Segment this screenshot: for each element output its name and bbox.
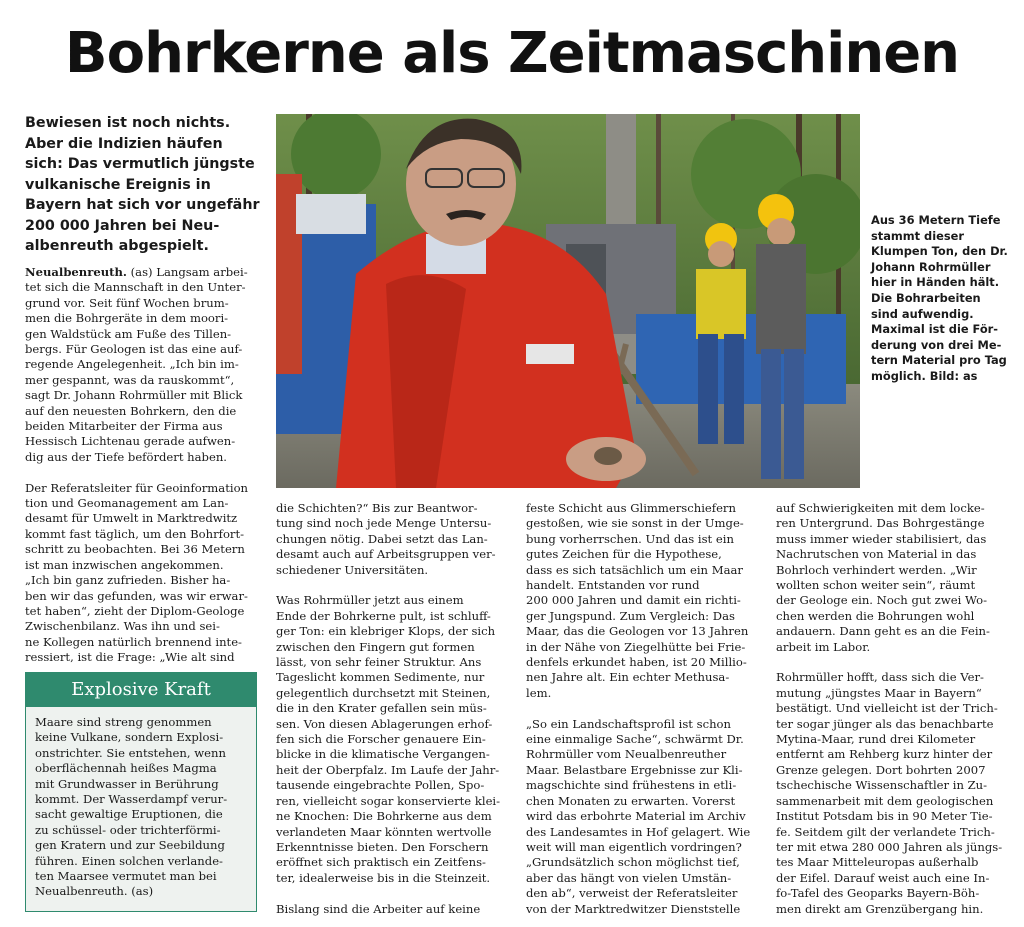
article-line: sagt Dr. Johann Rohrmüller mit Blick (25, 388, 243, 403)
article-line: dass es sich tatsächlich um ein Maar (526, 562, 743, 577)
info-box-body (26, 707, 256, 900)
article-line: tet sich die Mannschaft in den Unter- (25, 280, 246, 295)
info-box-line: führen. Einen solchen verlande- (35, 853, 223, 868)
article-line: chen Monaten zu erwarten. Vorerst (526, 793, 736, 808)
article-line: eine einmalige Sache“, schwärmt Dr. (526, 732, 744, 747)
article-line: ist man inzwischen angekommen. (25, 557, 224, 572)
article-line: Tageslicht kommen Sedimente, nur (276, 670, 485, 685)
article-line: ne Knochen: Die Bohrkerne aus dem (276, 809, 492, 824)
info-box-line: keine Vulkane, sondern Explosi- (35, 730, 224, 745)
article-line: von der Marktredwitzer Dienststelle (526, 901, 741, 916)
article-line: ter sogar jünger als das benachbarte (776, 716, 994, 731)
caption-line: Maximal ist die För- (871, 322, 999, 337)
article-line: sen. Von diesen Ablagerungen erhof- (276, 716, 493, 731)
lead-line: Aber die Indizien häufen (25, 135, 223, 152)
article-line: chungen nötig. Dabei setzt das Lan- (276, 531, 488, 546)
article-column-4 (776, 501, 1016, 917)
article-line: „Grundsätzlich schon möglichst tief, (526, 855, 740, 870)
info-box-title: Explosive Kraft (26, 673, 256, 707)
article-line: kommt fast täglich, um den Bohrfort- (25, 526, 245, 541)
article-line: ren Untergrund. Das Bohrgestänge (776, 516, 985, 531)
article-line: schritt zu beobachten. Bei 36 Metern (25, 542, 245, 557)
article-line: ger Jungspund. Zum Vergleich: Das (526, 608, 735, 623)
info-box-line: sacht gewaltige Eruptionen, die (35, 807, 223, 822)
article-line: Maar, das die Geologen vor 13 Jahren (526, 624, 749, 639)
paragraph-gap (526, 701, 762, 716)
article-line: Nachrutschen von Material in das (776, 547, 977, 562)
article-line: schiedener Universitäten. (276, 562, 429, 577)
caption-line: Johann Rohrmüller (871, 259, 991, 274)
article-line: tes Maar Mitteleuropas außerhalb (776, 855, 979, 870)
info-box-line: ten Maarsee vermutet man bei (35, 869, 217, 884)
article-line: nen Jahre alt. Ein echter Methusa- (526, 670, 730, 685)
info-box-line: Maare sind streng genommen (35, 715, 212, 729)
article-line: gutes Zeichen für die Hypothese, (526, 547, 722, 562)
caption-line: tern Material pro Tag (871, 353, 1007, 368)
article-line: ter, idealerweise bis in die Steinzeit. (276, 870, 491, 885)
photo-scientist-drilling-rig-icon (276, 114, 860, 488)
article-line: auf den neuesten Bohrkern, den die (25, 403, 237, 418)
article-line: mutung „jüngstes Maar in Bayern“ (776, 685, 982, 700)
article-line: men direkt am Grenzübergang hin. (776, 901, 984, 916)
article-line: desamt auch auf Arbeitsgruppen ver- (276, 547, 496, 562)
info-box-line: oberflächennah heißes Magma (35, 761, 217, 776)
lead-line: albenreuth abgespielt. (25, 238, 209, 254)
info-box-line: kommt. Der Wasserdampf verur- (35, 792, 228, 807)
lead-line: Bewiesen ist noch nichts. (25, 115, 231, 131)
article-line: gelegentlich durchsetzt mit Steinen, (276, 685, 491, 700)
article-line: arbeit im Labor. (776, 639, 871, 654)
article-line: Rohrmüller hofft, dass sich die Ver- (776, 670, 984, 685)
article-line: den ab“, verweist der Referatsleiter (526, 886, 738, 901)
article-line: die Schichten?“ Bis zur Beantwor- (276, 501, 478, 515)
article-line: weit will man eigentlich vordringen? (526, 839, 742, 854)
article-line: wollten schon weiter sein“, räumt (776, 578, 976, 593)
article-line: regende Angelegenheit. „Ich bin im- (25, 357, 239, 372)
article-line: beiden Mitarbeiter der Firma aus (25, 419, 223, 434)
article-line: bestätigt. Und vielleicht ist der Trich- (776, 701, 998, 716)
article-line: tion und Geomanagement am Lan- (25, 496, 229, 511)
article-headline: Bohrkerne als Zeitmaschinen (64, 21, 960, 86)
article-line: Was Rohrmüller jetzt aus einem (276, 593, 464, 608)
article-line: eröffnet sich praktisch ein Zeitfens- (276, 855, 486, 870)
caption-line: sind aufwendig. (871, 306, 974, 321)
info-box-line: mit Grundwasser in Berührung (35, 776, 219, 791)
caption-line: derung von drei Me- (871, 337, 1002, 352)
article-line: tung sind noch jede Menge Untersu- (276, 516, 492, 531)
article-line: Zwischenbilanz. Was ihn und sei- (25, 619, 220, 634)
article-line: entfernt am Rehberg kurz hinter der (776, 747, 993, 762)
article-line: dig aus der Tiefe befördert haben. (25, 449, 227, 464)
article-line: men die Bohrgeräte in dem moori- (25, 311, 229, 326)
lead-line: sich: Das vermutlich jüngste (25, 156, 255, 172)
paragraph-gap (276, 886, 508, 901)
article-line: ben wir das gefunden, was wir erwar- (25, 588, 248, 603)
lead-line: Bayern hat sich vor ungefähr (25, 197, 260, 213)
article-line: ne Kollegen natürlich brennend inte- (25, 634, 242, 649)
article-line: „So ein Landschaftsprofil ist schon (526, 716, 731, 731)
article-line: 200 000 Jahren und damit ein richti- (526, 593, 741, 608)
article-line: Ende der Bohrkerne pult, ist schluff- (276, 608, 491, 623)
article-line: fo-Tafel des Geoparks Bayern-Böh- (776, 886, 980, 901)
article-line: Institut Potsdam bis in 90 Meter Tie- (776, 809, 993, 824)
article-line: fen sich die Forscher genauere Ein- (276, 732, 486, 747)
article-line: Rohrmüller vom Neualbenreuther (526, 747, 727, 762)
caption-line: stammt dieser (871, 228, 964, 243)
info-box-line: gen Kratern und zur Seebildung (35, 838, 225, 853)
caption-line: hier in Händen hält. (871, 275, 1000, 290)
paragraph-gap (776, 655, 1016, 670)
info-box-line: Neualbenreuth. (as) (35, 884, 154, 899)
dateline: Neualbenreuth. (25, 265, 127, 279)
article-line: verlandeten Maar könnten wertvolle (276, 824, 492, 839)
article-line: Maar. Belastbare Ergebnisse zur Kli- (526, 762, 743, 777)
article-line: wird das erbohrte Material im Archiv (526, 809, 746, 824)
article-line: lem. (526, 685, 552, 700)
article-line: mer gespannt, was da rauskommt“, (25, 372, 235, 387)
article-line: bergs. Für Geologen ist das eine auf- (25, 342, 243, 357)
article-line: Der Referatsleiter für Geoinformation (25, 480, 249, 495)
caption-line: Klumpen Ton, den Dr. (871, 244, 1008, 259)
article-line: Erkenntnisse bieten. Den Forschern (276, 839, 489, 854)
article-line: aber das hängt von vielen Umstän- (526, 870, 732, 885)
info-box-line: onstrichter. Sie entstehen, wenn (35, 745, 226, 760)
article-line: gestoßen, wie sie sonst in der Umge- (526, 516, 744, 531)
article-line: muss immer wieder stabilisiert, das (776, 531, 987, 546)
caption-line: Aus 36 Metern Tiefe (871, 213, 1001, 227)
article-line: Mytina-Maar, rund drei Kilometer (776, 732, 976, 747)
article-line: sammenarbeit mit dem geologischen (776, 793, 994, 808)
article-line: tet haben“, zieht der Diplom-Geologe (25, 603, 245, 618)
paragraph-gap (276, 578, 508, 593)
article-line: ter mit etwa 280 000 Jahren als jüngs- (776, 839, 1003, 854)
article-line: bung vorherrschen. Und das ist ein (526, 531, 734, 546)
article-line: blicke in die klimatische Vergangen- (276, 747, 490, 762)
article-line: denfels erkundet haben, ist 20 Millio- (526, 655, 747, 670)
article-line: die in den Krater gefallen sein müs- (276, 701, 487, 716)
article-line: tausende eingebrachte Pollen, Spo- (276, 778, 485, 793)
article-line: feste Schicht aus Glimmerschiefern (526, 501, 736, 515)
article-line: auf Schwierigkeiten mit dem locke- (776, 501, 985, 515)
article-line: grund vor. Seit fünf Wochen brum- (25, 295, 229, 310)
article-line: heit der Oberpfalz. Im Laufe der Jahr- (276, 762, 500, 777)
article-line: gen Waldstück am Fuße des Tillen- (25, 326, 232, 341)
article-line: chen werden die Bohrungen wohl (776, 608, 975, 623)
info-box-line: zu schüssel- oder trichterförmi- (35, 822, 221, 837)
article-lead (25, 113, 260, 257)
article-line: tschechische Wissenschaftler in Zu- (776, 778, 988, 793)
article-line: ressiert, ist die Frage: „Wie alt sind (25, 650, 235, 665)
article-line: Hessisch Lichtenau gerade aufwen- (25, 434, 236, 449)
article-line: der Eifel. Darauf weist auch eine In- (776, 870, 990, 885)
info-box (25, 672, 257, 912)
article-line: lässt, von sehr feiner Struktur. Ans (276, 655, 482, 670)
article-line: ger Ton: ein klebriger Klops, der sich (276, 624, 496, 639)
article-line: Bislang sind die Arbeiter auf keine (276, 901, 481, 916)
caption-line: möglich. Bild: as (871, 368, 978, 383)
article-line: ren, vielleicht sogar konservierte klei- (276, 793, 501, 808)
article-text: (as) Langsam arbei- (126, 265, 248, 279)
article-line: fe. Seitdem gilt der verlandete Trich- (776, 824, 995, 839)
photo-caption (871, 213, 1019, 385)
paragraph-gap (25, 465, 257, 480)
article-column-2 (276, 501, 508, 917)
article-photo (276, 114, 860, 488)
lead-line: vulkanische Ereignis in (25, 176, 211, 193)
article-line: andauern. Dann geht es an die Fein- (776, 624, 990, 639)
article-line: Bohrloch verhindert werden. „Wir (776, 562, 977, 577)
caption-line: Die Bohrarbeiten (871, 290, 981, 305)
article-line: des Landesamtes in Hof gelagert. Wie (526, 824, 751, 839)
article-line (25, 265, 257, 280)
article-line: Grenze gelegen. Dort bohrten 2007 (776, 762, 986, 777)
article-line: in der Nähe von Ziegelhütte bei Frie- (526, 639, 746, 654)
article-line: „Ich bin ganz zufrieden. Bisher ha- (25, 573, 231, 588)
lead-line: 200 000 Jahren bei Neu- (25, 217, 220, 234)
article-column-1 (25, 265, 257, 666)
article-line: desamt für Umwelt in Marktredwitz (25, 511, 238, 526)
article-line: magschichte sind frühestens in etli- (526, 778, 737, 793)
article-column-3 (526, 501, 762, 917)
article-line: handelt. Entstanden vor rund (526, 578, 700, 593)
article-line: zwischen den Fingern gut formen (276, 639, 475, 654)
article-line: der Geologe ein. Noch gut zwei Wo- (776, 593, 987, 608)
